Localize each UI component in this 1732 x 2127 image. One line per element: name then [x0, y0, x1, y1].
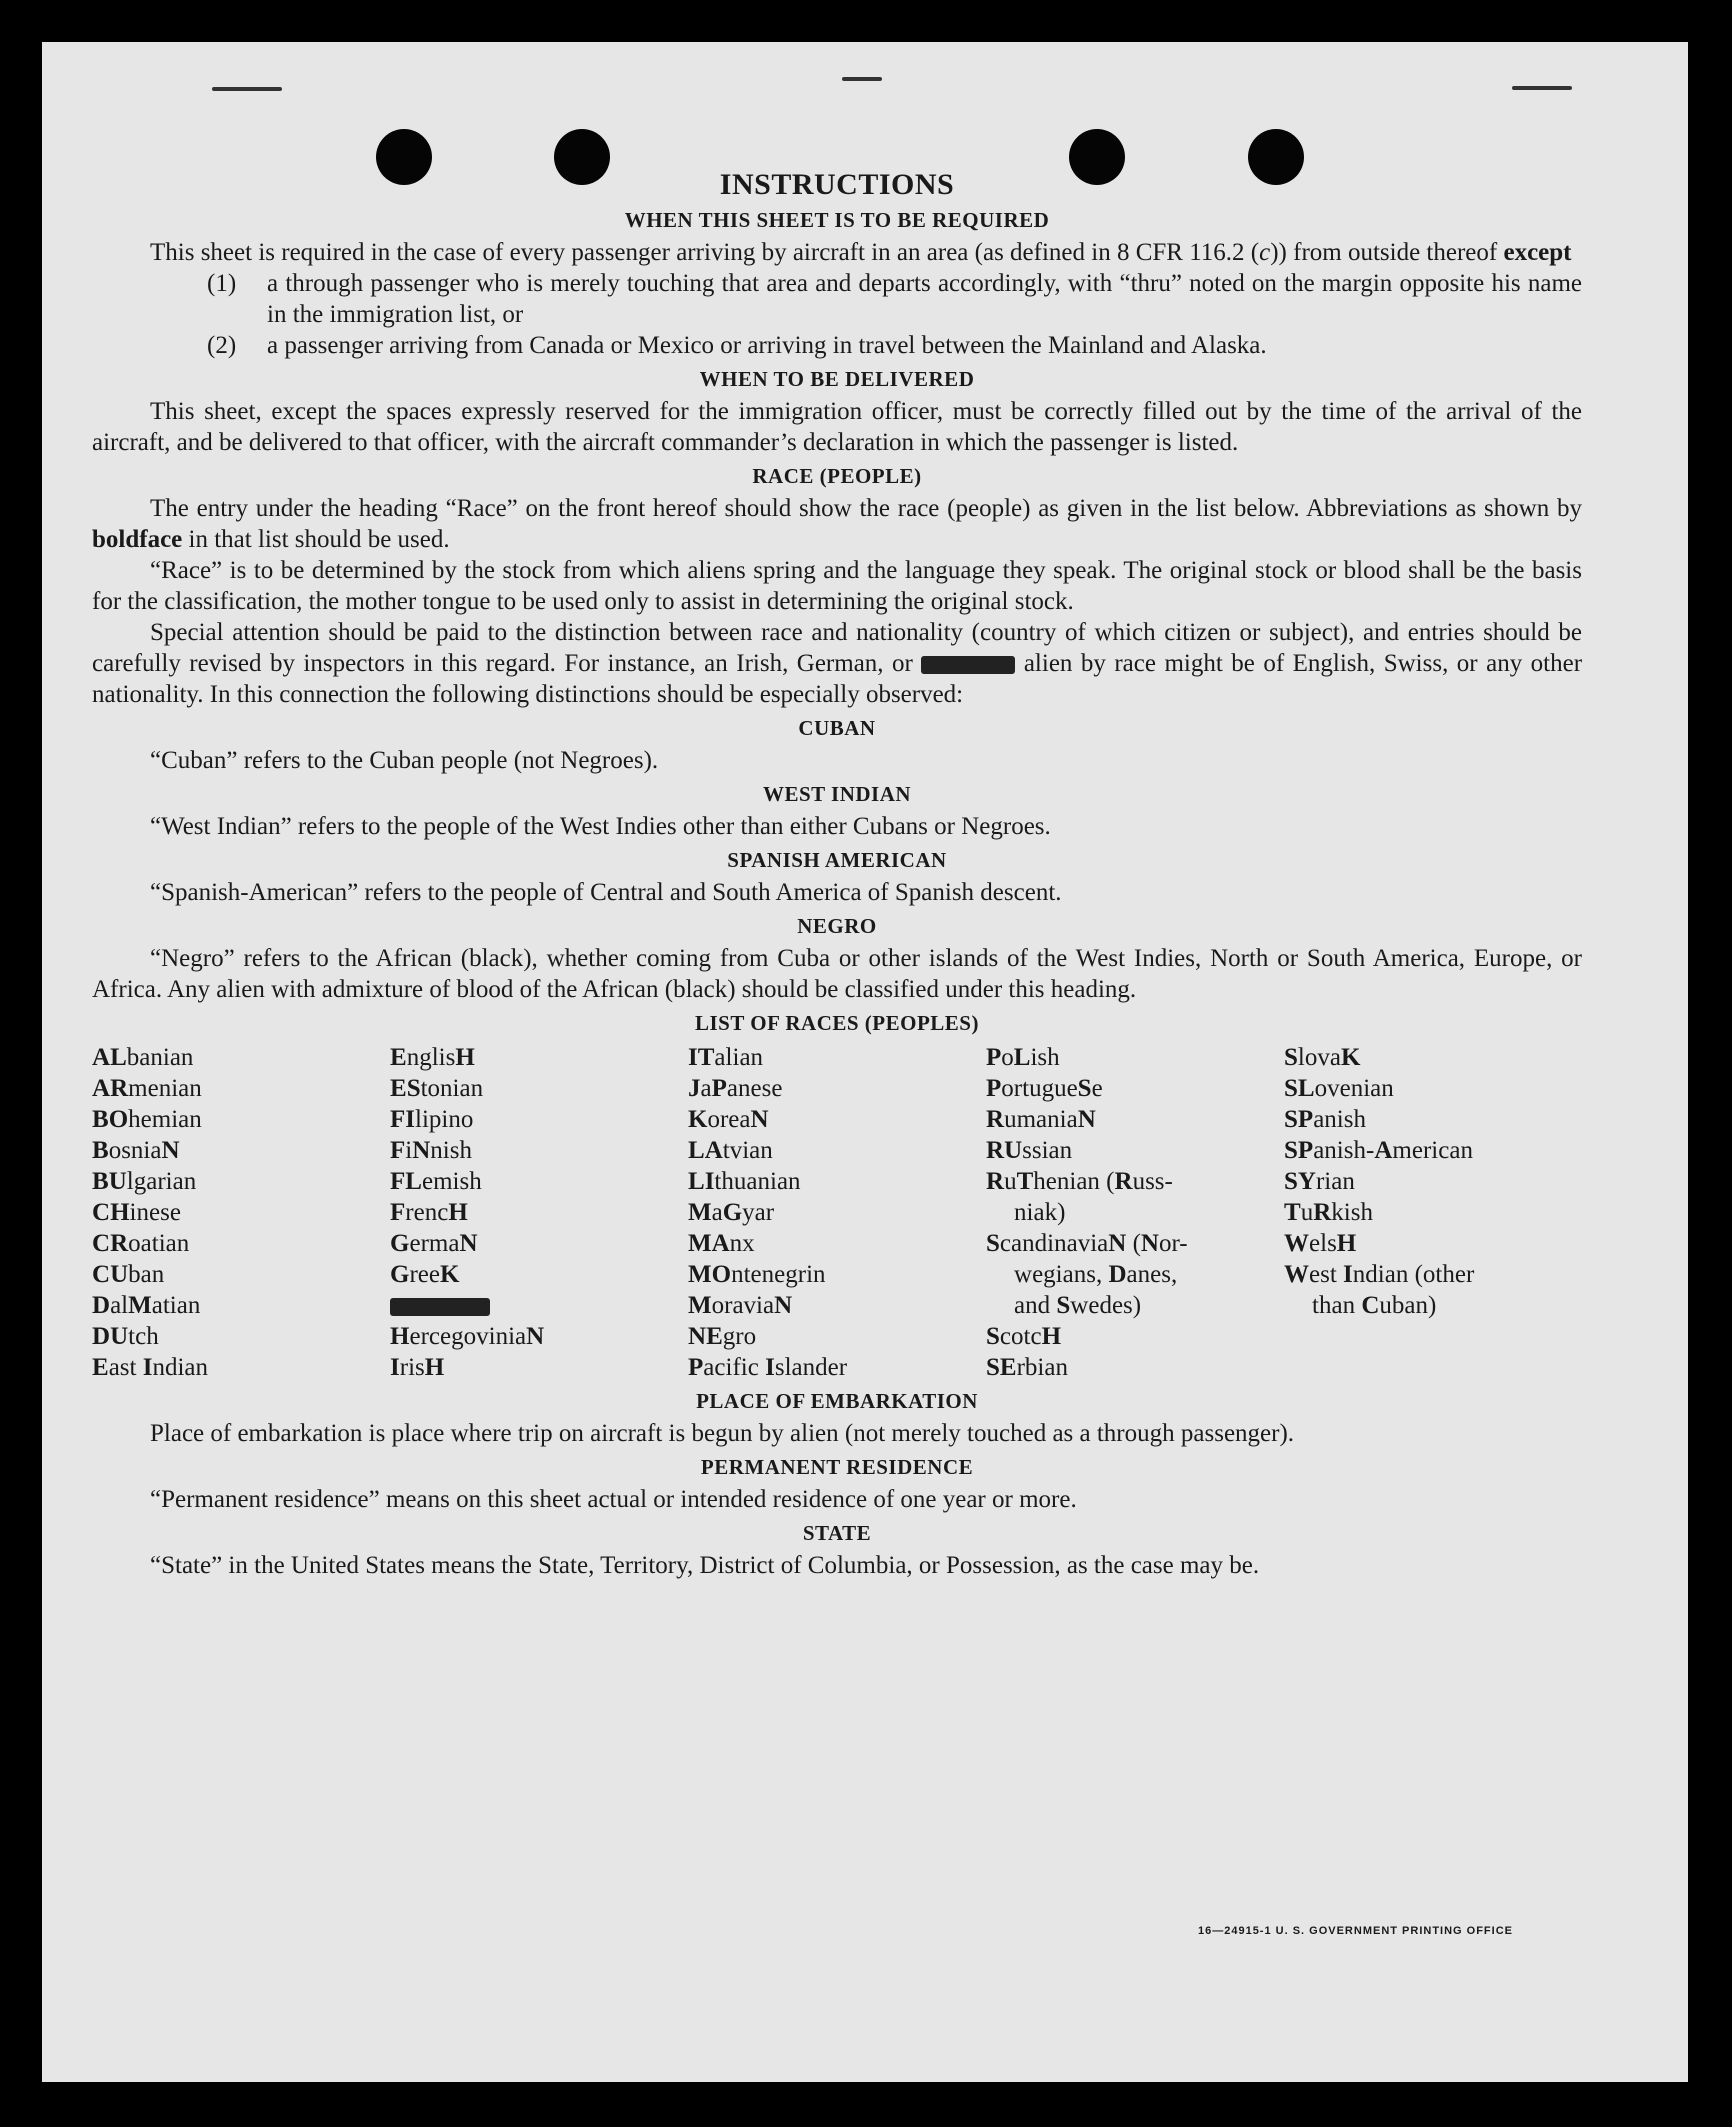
race-entry: RUssian — [986, 1137, 1073, 1164]
race-entry: NEgro — [688, 1323, 757, 1350]
spanish-american-text: “Spanish-American” refers to the people of Central and South America of Spanish descent. — [150, 879, 1062, 906]
race-entry: FLemish — [390, 1168, 482, 1195]
printer-footer: 16—24915-1 U. S. GOVERNMENT PRINTING OFFICE — [1197, 1925, 1513, 1937]
race-entry: SPanish-American — [1284, 1137, 1473, 1164]
race-entry: BOhemian — [92, 1106, 202, 1133]
race-entry: CHinese — [92, 1199, 181, 1226]
race-entry: JaPanese — [688, 1075, 783, 1102]
race-entry: IrisH — [390, 1354, 445, 1381]
races-column — [390, 1042, 688, 1383]
race-entry: PoLish — [986, 1044, 1060, 1071]
section-heading-cuban: CUBAN — [798, 716, 876, 740]
race-entry: CUban — [92, 1261, 165, 1288]
race-entry: and Swedes) — [1014, 1292, 1142, 1319]
race-entry: FiNnish — [390, 1137, 472, 1164]
race-entry: EnglisH — [390, 1044, 475, 1071]
embarkation-text: Place of embarkation is place where trip on aircraft is begun by alien (not merely touched as a through passenger). — [150, 1420, 1295, 1447]
race-entry: MAnx — [688, 1230, 755, 1257]
section-heading-residence: PERMANENT RESIDENCE — [700, 1455, 974, 1479]
races-list — [92, 1042, 1582, 1383]
race-entry: KoreaN — [688, 1106, 769, 1133]
race-entry: CRoatian — [92, 1230, 190, 1257]
cuban-text: “Cuban” refers to the Cuban people (not Negroes). — [150, 747, 659, 774]
race-entry: EStonian — [390, 1075, 484, 1102]
section-heading-spanish-american: SPANISH AMERICAN — [727, 848, 947, 872]
race-entry: FIlipino — [390, 1106, 474, 1133]
required-intro: This sheet is required in the case of every passenger arriving by aircraft in an area (as defined in 8 CFR 116.2 (c)) from outside thereof except — [150, 239, 1572, 266]
race-entry: DalMatian — [92, 1292, 201, 1319]
race-entry: niak) — [1014, 1199, 1066, 1226]
races-column — [92, 1042, 390, 1383]
race-entry: ScotcH — [986, 1323, 1062, 1350]
race-entry: ALbanian — [92, 1044, 194, 1071]
race-entry: wegians, Danes, — [1014, 1261, 1178, 1288]
race-paragraph-3: Special attention should be paid to the distinction between race and nationality (country of which citizen or subject), and entries should be carefully revised by inspectors in this regard. For instance, an Irish, German, or alien by race might be of English, Swiss, or any other nationality. In this connection the following distinctions should be especially observed: — [92, 619, 1583, 708]
redaction-mark — [390, 1298, 490, 1316]
race-entry: MaGyar — [688, 1199, 775, 1226]
race-entry: PortugueSe — [986, 1075, 1103, 1102]
race-entry: WelsH — [1284, 1230, 1357, 1257]
race-entry: West Indian (other — [1284, 1261, 1475, 1288]
list-item: (1) a through passenger who is merely touching that area and departs accordingly, with “thru” noted on the margin opposite his name in the immigration list, or — [207, 270, 1582, 328]
races-column — [986, 1042, 1284, 1383]
state-text: “State” in the United States means the State, Territory, District of Columbia, or Possession, as the case may be. — [150, 1552, 1260, 1579]
race-entry: SLovenian — [1284, 1075, 1394, 1102]
race-entry: BosniaN — [92, 1137, 180, 1164]
race-entry: ITalian — [688, 1044, 764, 1071]
races-column — [688, 1042, 986, 1383]
section-heading-races-list: LIST OF RACES (PEOPLES) — [695, 1011, 979, 1035]
section-heading-race: RACE (PEOPLE) — [752, 464, 922, 488]
redaction-mark — [921, 656, 1015, 674]
race-entry: HercegoviniaN — [390, 1323, 545, 1350]
race-entry: DUtch — [92, 1323, 159, 1350]
race-entry: than Cuban) — [1312, 1292, 1437, 1319]
race-entry: LIthuanian — [688, 1168, 801, 1195]
race-entry: East Indian — [92, 1354, 209, 1381]
race-paragraph-1: The entry under the heading “Race” on the front hereof should show the race (people) as given in the list below. Abbreviations as shown by boldface in that list should be used. — [92, 495, 1582, 553]
race-entry: FrencH — [390, 1199, 468, 1226]
race-entry: GermaN — [390, 1230, 478, 1257]
race-paragraph-2: “Race” is to be determined by the stock from which aliens spring and the language they speak. The original stock or blood shall be the basis for the classification, the mother tongue to be used only to assist in determining the original stock. — [92, 557, 1582, 615]
race-entry: ARmenian — [92, 1075, 202, 1102]
race-entry: RumaniaN — [986, 1106, 1096, 1133]
race-entry: RuThenian (Russ- — [986, 1168, 1173, 1195]
race-entry: BUlgarian — [92, 1168, 197, 1195]
document-sheet — [42, 42, 1688, 2082]
section-heading-state: STATE — [802, 1521, 872, 1545]
scan-mark — [842, 77, 882, 81]
race-entry: TuRkish — [1284, 1199, 1373, 1226]
section-heading-required: WHEN THIS SHEET IS TO BE REQUIRED — [624, 208, 1050, 232]
west-indian-text: “West Indian” refers to the people of the West Indies other than either Cubans or Negroes. — [150, 813, 1051, 840]
scan-mark — [1512, 86, 1572, 90]
section-heading-embarkation: PLACE OF EMBARKATION — [696, 1389, 978, 1413]
race-entry: SPanish — [1284, 1106, 1366, 1133]
race-entry: SlovaK — [1284, 1044, 1361, 1071]
races-column — [1284, 1042, 1582, 1383]
race-entry: MOntenegrin — [688, 1261, 826, 1288]
instructions-content — [92, 168, 1582, 1581]
race-entry-redacted — [390, 1290, 688, 1321]
list-item: (2) a passenger arriving from Canada or Mexico or arriving in travel between the Mainland and Alaska. — [207, 332, 1267, 359]
race-entry: Pacific Islander — [688, 1354, 848, 1381]
race-entry: MoraviaN — [688, 1292, 793, 1319]
race-entry: SErbian — [986, 1354, 1068, 1381]
page-title: INSTRUCTIONS — [719, 168, 955, 201]
section-heading-delivered: WHEN TO BE DELIVERED — [699, 367, 975, 391]
section-heading-negro: NEGRO — [797, 914, 877, 938]
residence-text: “Permanent residence” means on this sheet actual or intended residence of one year or more. — [150, 1486, 1077, 1513]
race-entry: LAtvian — [688, 1137, 773, 1164]
race-entry: ScandinaviaN (Nor- — [986, 1230, 1188, 1257]
negro-text: “Negro” refers to the African (black), whether coming from Cuba or other islands of the West Indies, North or South America, Europe, or Africa. Any alien with admixture of blood of the African (black) should be classified under this heading. — [92, 945, 1582, 1003]
race-entry: GreeK — [390, 1261, 460, 1288]
section-heading-west-indian: WEST INDIAN — [762, 782, 912, 806]
scan-mark — [212, 87, 282, 91]
race-entry: SYrian — [1284, 1168, 1355, 1195]
delivered-text: This sheet, except the spaces expressly reserved for the immigration officer, must be correctly filled out by the time of the arrival of the aircraft, and be delivered to that officer, with the aircraft commander’s declaration in which the passenger is listed. — [92, 398, 1582, 456]
